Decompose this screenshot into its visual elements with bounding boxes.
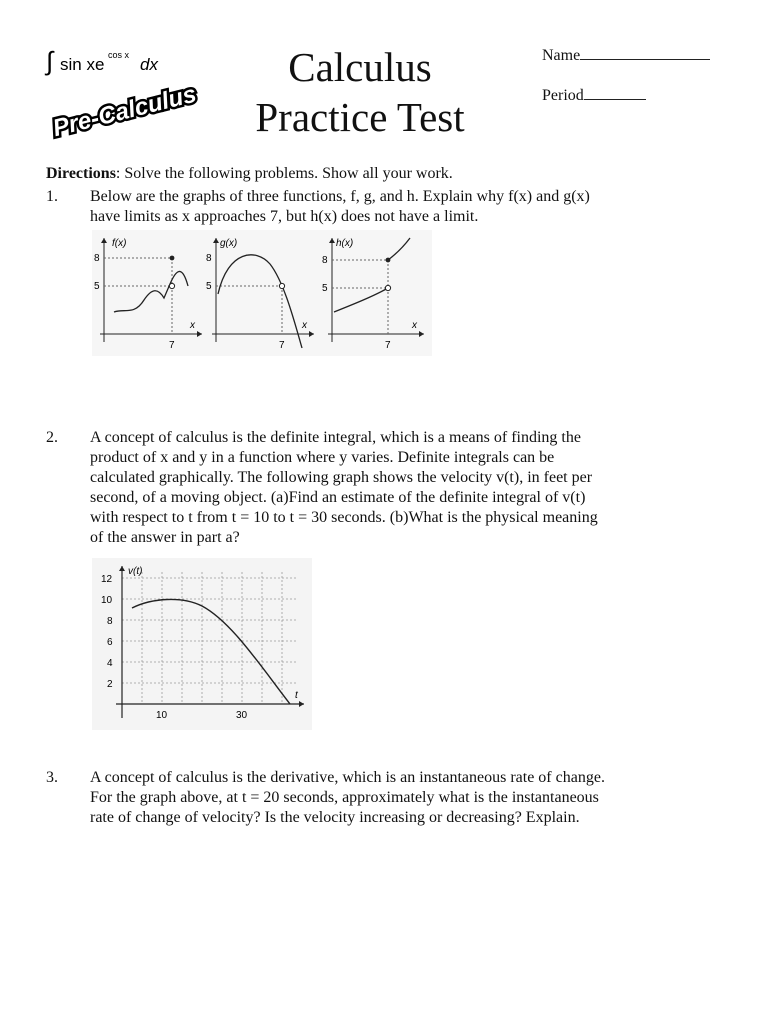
y-tick-label: 2 bbox=[107, 679, 113, 690]
question-line: with respect to t from t = 10 to t = 30 seconds. (b)What is the physical meaning bbox=[90, 509, 598, 526]
y-tick-label: 8 bbox=[107, 616, 113, 627]
question-line: of the answer in part a? bbox=[90, 529, 240, 546]
open-point bbox=[169, 283, 174, 288]
y-tick-label: 5 bbox=[322, 283, 328, 294]
y-tick-label: 6 bbox=[107, 637, 113, 648]
x-tick-label: 7 bbox=[169, 340, 175, 351]
y-tick-label: 8 bbox=[206, 253, 212, 264]
question-line: rate of change of velocity? Is the velocity increasing or decreasing? Explain. bbox=[90, 809, 580, 826]
svg-text:dx: dx bbox=[140, 55, 158, 74]
question-number: 3. bbox=[46, 769, 58, 786]
name-label: Name bbox=[542, 47, 581, 64]
x-axis-label: x bbox=[190, 320, 195, 331]
question-1-text bbox=[90, 187, 730, 227]
open-point bbox=[385, 285, 390, 290]
directions-text: : Solve the following problems. Show all your work. bbox=[115, 165, 453, 182]
question-number: 1. bbox=[46, 188, 58, 205]
question-line: have limits as x approaches 7, but h(x) does not have a limit. bbox=[90, 208, 479, 225]
y-tick-label: 12 bbox=[101, 574, 113, 585]
x-tick-label: 10 bbox=[156, 710, 168, 721]
filled-point bbox=[386, 258, 391, 263]
question-line: A concept of calculus is the derivative, which is an instantaneous rate of change. bbox=[90, 769, 605, 786]
y-tick-label: 10 bbox=[101, 595, 113, 606]
svg-text:Pre-Calculus: Pre-Calculus bbox=[50, 80, 200, 143]
g-axis-label: g(x) bbox=[220, 238, 238, 249]
y-tick-label: 8 bbox=[322, 255, 328, 266]
velocity-graph bbox=[92, 558, 312, 730]
open-point bbox=[279, 283, 284, 288]
y-tick-label: 4 bbox=[107, 658, 113, 669]
name-blank[interactable] bbox=[580, 46, 710, 60]
directions bbox=[46, 164, 453, 184]
svg-text:sin xe: sin xe bbox=[60, 55, 105, 74]
f-axis-label: f(x) bbox=[112, 238, 127, 249]
svg-text:cos x: cos x bbox=[108, 50, 130, 60]
page-title-line2: Practice Test bbox=[255, 94, 465, 140]
question-line: For the graph above, at t = 20 seconds, approximately what is the instantaneous bbox=[90, 789, 599, 806]
question-2-text bbox=[90, 428, 730, 548]
question-line: Below are the graphs of three functions, f, g, and h. Explain why f(x) and g(x) bbox=[90, 188, 590, 205]
question-line: product of x and y in a function where y varies. Definite integrals can be bbox=[90, 449, 555, 466]
question-line: second, of a moving object. (a)Find an estimate of the definite integral of v(t) bbox=[90, 489, 586, 506]
name-field[interactable] bbox=[542, 46, 710, 65]
filled-point bbox=[170, 256, 175, 261]
q1-function-graphs bbox=[92, 230, 432, 356]
y-tick-label: 5 bbox=[94, 281, 100, 292]
y-axis-label: v(t) bbox=[128, 566, 143, 577]
period-field[interactable] bbox=[542, 86, 646, 105]
x-axis-label: t bbox=[295, 690, 298, 701]
svg-text:∫: ∫ bbox=[46, 46, 54, 76]
x-axis-label: x bbox=[412, 320, 417, 331]
page-title-line1: Calculus bbox=[288, 44, 432, 90]
x-tick-label: 7 bbox=[279, 340, 285, 351]
period-label: Period bbox=[542, 87, 584, 104]
period-blank[interactable] bbox=[584, 86, 646, 100]
logo-formula bbox=[44, 46, 224, 76]
logo-pre-calculus bbox=[46, 78, 200, 143]
x-tick-label: 30 bbox=[236, 710, 248, 721]
h-axis-label: h(x) bbox=[336, 238, 354, 249]
directions-label: Directions bbox=[46, 165, 116, 182]
x-tick-label: 7 bbox=[385, 340, 391, 351]
question-3-text bbox=[90, 768, 730, 828]
question-number: 2. bbox=[46, 429, 58, 446]
y-tick-label: 8 bbox=[94, 253, 100, 264]
question-line: A concept of calculus is the definite integral, which is a means of finding the bbox=[90, 429, 581, 446]
y-tick-label: 5 bbox=[206, 281, 212, 292]
question-line: calculated graphically. The following graph shows the velocity v(t), in feet per bbox=[90, 469, 593, 486]
x-axis-label: x bbox=[302, 320, 307, 331]
